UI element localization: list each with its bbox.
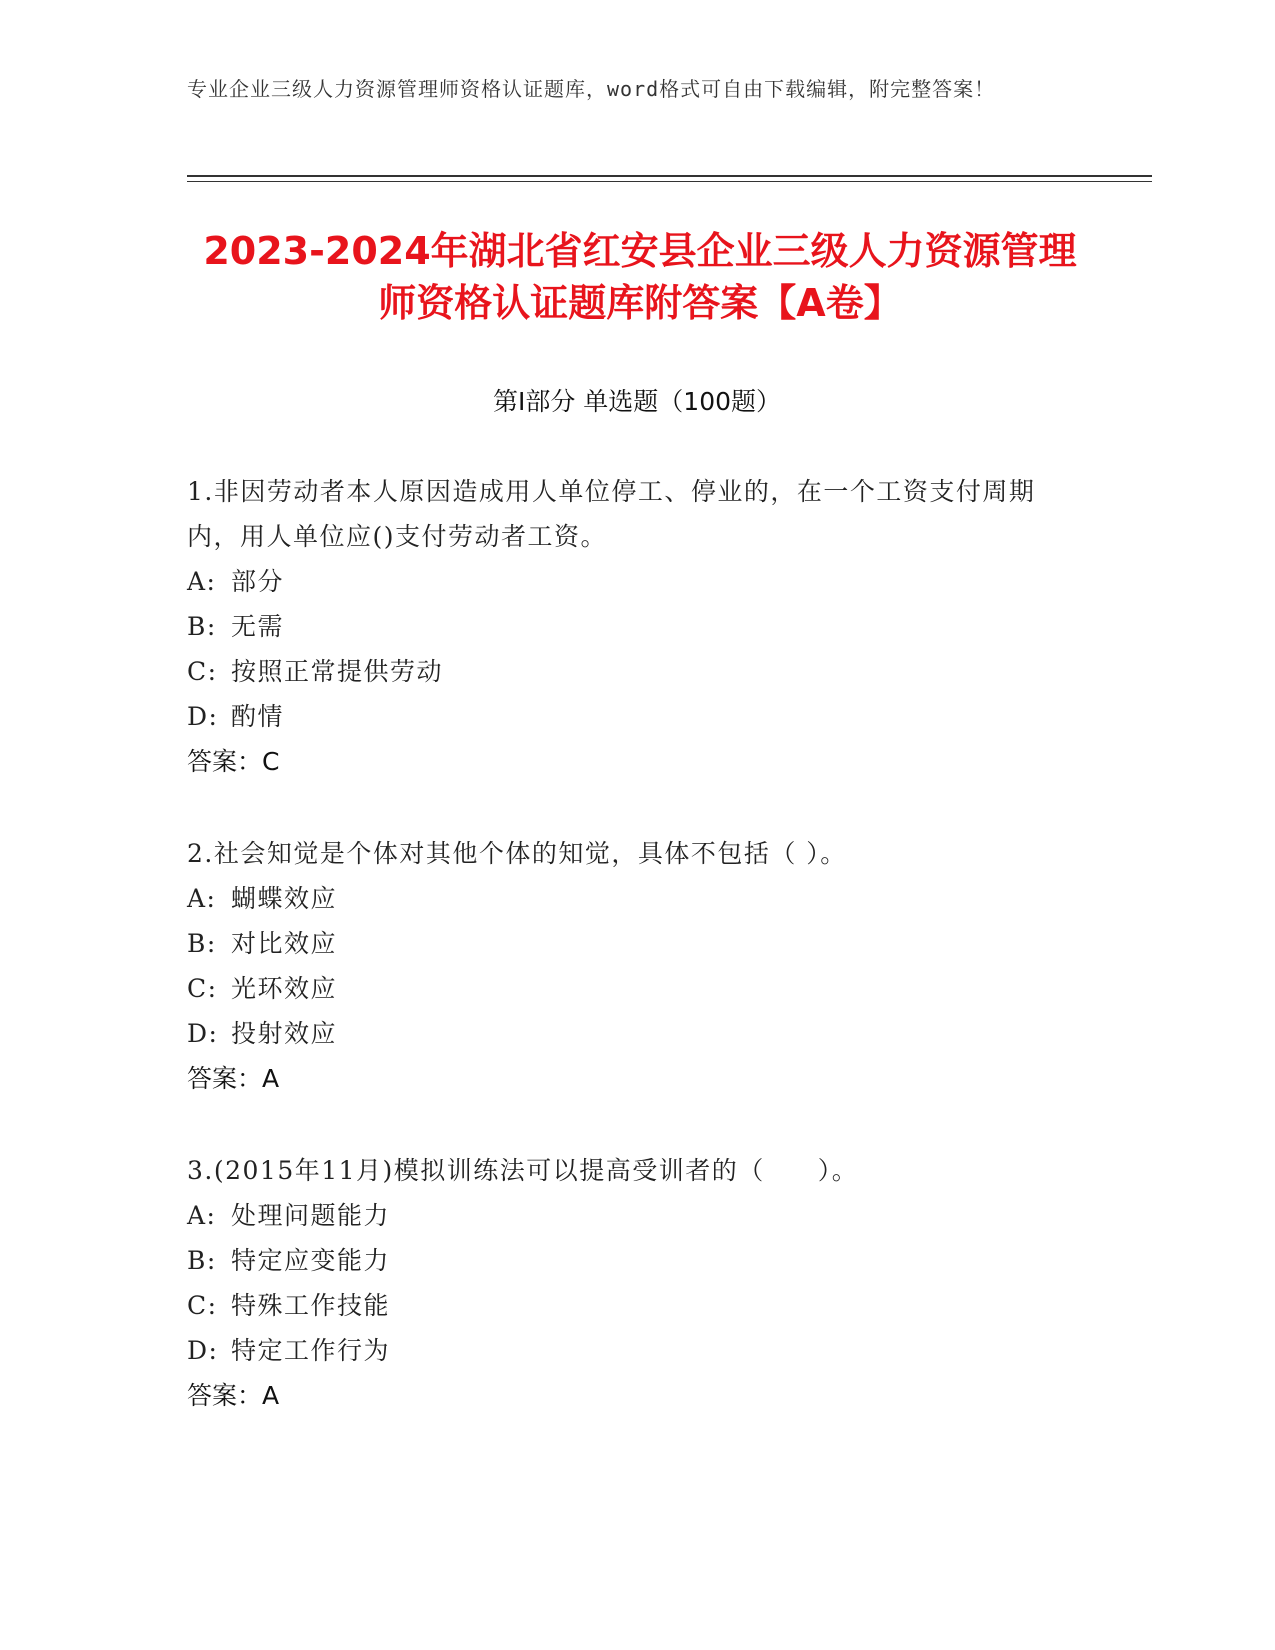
- option-letter: B:: [187, 612, 217, 641]
- document-title: 2023-2024年湖北省红安县企业三级人力资源管理师资格认证题库附答案【A卷】: [203, 229, 1077, 325]
- option-c: [187, 649, 1067, 694]
- option-text: 按照正常提供劳动: [231, 657, 444, 686]
- option-d: [187, 694, 1067, 739]
- option-text: 特殊工作技能: [231, 1291, 391, 1320]
- option-b: [187, 921, 1067, 966]
- option-letter: A:: [187, 884, 217, 913]
- option-letter: B:: [187, 1246, 217, 1275]
- question-2: [187, 831, 1067, 1101]
- header-note: 专业企业三级人力资源管理师资格认证题库，word格式可自由下载编辑，附完整答案！: [187, 77, 996, 101]
- option-letter: C:: [187, 974, 218, 1003]
- option-a: [187, 876, 1067, 921]
- option-text: 部分: [231, 567, 285, 596]
- option-letter: C:: [187, 1291, 218, 1320]
- answer: 答案：A: [187, 1064, 280, 1093]
- question-stem: 1.非因劳动者本人原因造成用人单位停工、停业的，在一个工资支付周期内，用人单位应()支付劳动者工资。: [187, 477, 1036, 551]
- option-letter: D:: [187, 1019, 219, 1048]
- option-letter: D:: [187, 702, 219, 731]
- option-b: [187, 604, 1067, 649]
- option-text: 处理问题能力: [231, 1201, 391, 1230]
- section-title: 第Ⅰ部分 单选题（100题）: [492, 387, 782, 416]
- option-letter: B:: [187, 929, 217, 958]
- question-1: [187, 469, 1067, 784]
- option-text: 特定工作行为: [231, 1336, 391, 1365]
- option-a: [187, 559, 1067, 604]
- header-divider-thick: [187, 175, 1152, 177]
- option-letter: C:: [187, 657, 218, 686]
- option-letter: D:: [187, 1336, 219, 1365]
- option-text: 光环效应: [231, 974, 338, 1003]
- header-divider-thin: [187, 181, 1152, 182]
- option-text: 酌情: [231, 702, 285, 731]
- question-stem: 2.社会知觉是个体对其他个体的知觉，具体不包括（ ）。: [187, 839, 847, 868]
- option-text: 特定应变能力: [231, 1246, 391, 1275]
- option-letter: A:: [187, 1201, 217, 1230]
- option-letter: A:: [187, 567, 217, 596]
- question-stem: 3.(2015年11月)模拟训练法可以提高受训者的（ ）。: [187, 1156, 859, 1185]
- option-text: 无需: [231, 612, 285, 641]
- option-c: [187, 966, 1067, 1011]
- option-text: 对比效应: [231, 929, 338, 958]
- option-b: [187, 1238, 1067, 1283]
- answer: 答案：C: [187, 747, 280, 776]
- option-d: [187, 1328, 1067, 1373]
- option-text: 蝴蝶效应: [231, 884, 338, 913]
- answer: 答案：A: [187, 1381, 280, 1410]
- question-3: [187, 1148, 1067, 1418]
- option-c: [187, 1283, 1067, 1328]
- option-text: 投射效应: [231, 1019, 338, 1048]
- option-a: [187, 1193, 1067, 1238]
- option-d: [187, 1011, 1067, 1056]
